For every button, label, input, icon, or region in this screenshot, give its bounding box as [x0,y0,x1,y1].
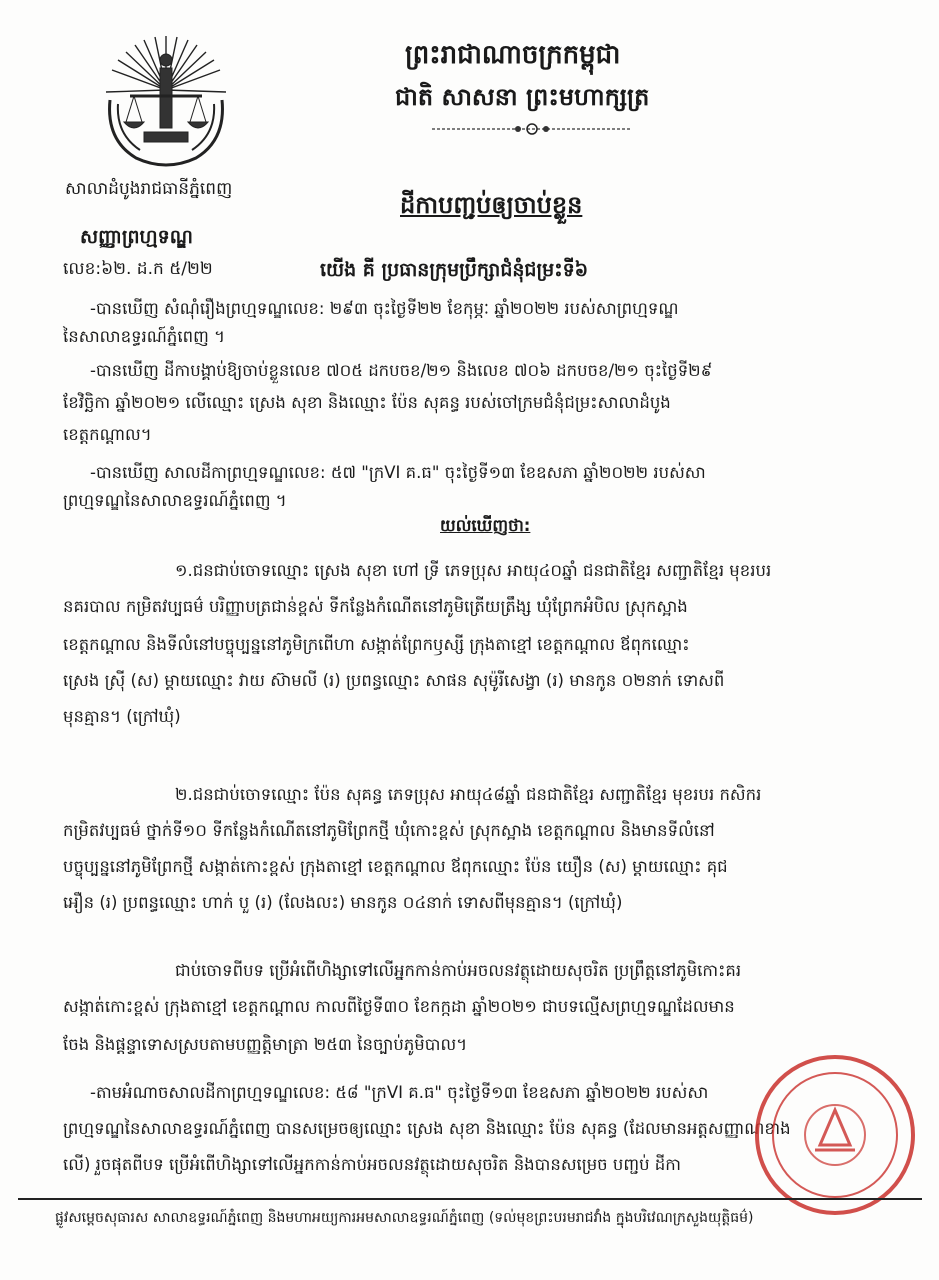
body-line: លើ) រួចផុតពីបទ ប្រើអំពើហិង្សាទៅលើអ្នកកាន់កាប់អចលនវត្ថុដោយសុចរិត និងបានសម្រេច បញ្ជប់ ដីកា [63,1155,681,1174]
body-line: ២.ជនជាប់ចោទឈ្មោះ ប៉ែន សុគន្ធ ភេទប្រុស អាយុ៤៨ឆ្នាំ ជនជាតិខ្មែរ សញ្ជាតិខ្មែរ មុខរបរ កសិករ [175,785,762,804]
reference-number: លេខ:៦២. ដ.ក ៥/២២ [63,259,213,279]
body-line: កម្រិតវប្បធម៌ ថ្នាក់ទី១០ ទីកន្លែងកំណើតនៅភូមិព្រែកថ្មី ឃុំកោះខ្ពស់ ស្រុកស្អាង ខេត្តកណ្ដាល និងមានទីលំនៅ [63,821,715,840]
body-line: ១.ជនជាប់ចោទឈ្មោះ ស្រេង សុខា ហៅ ទ្រី ភេទប្រុស អាយុ៤០ឆ្នាំ ជនជាតិខ្មែរ សញ្ជាតិខ្មែរ មុខរបរ [175,561,772,580]
body-line: ព្រហ្មទណ្ឌនៃសាលាឧទ្ធរណ៍ភ្នំពេញ ។ [63,491,287,510]
ornament-divider-icon [432,122,632,136]
body-line: -តាមអំណាចសាលដីកាព្រហ្មទណ្ឌលេខ: ៥៨ "ក្រVI គ.ធ" ចុះថ្ងៃទី១៣ ខែឧសភា ឆ្នាំ២០២២ របស់សា [90,1083,709,1102]
body-line: ស្រេង ស្រ៊ី (ស) ម្ដាយឈ្មោះ វាយ ស៊ាមលី (រ) ប្រពន្ធឈ្មោះ សាផន សុម៉ូរីសេង្វា (រ) មានកូន ០២នាក់ ទោសពី [63,671,725,690]
body-line: នៃសាលាឧទ្ធរណ៍ភ្នំពេញ ។ [63,327,225,346]
kingdom-title: ព្រះរាជាណាចក្រកម្ពុជា [405,40,621,70]
body-line: ជាប់ចោទពីបទ ប្រើអំពើហិង្សាទៅលើអ្នកកាន់កាប់អចលនវត្ថុដោយសុចរិត ប្រព្រឹត្តនៅភូមិកោះគរ [175,961,742,980]
issuer-line: យើង គី ប្រធានក្រុមប្រឹក្សាជំនុំជម្រះទី៦ [320,259,589,281]
body-line: ខេត្តកណ្ដាល។ [63,425,152,444]
body-line: ចែង និងផ្ដន្ទាទោសស្របតាមបញ្ញត្តិមាត្រា ២៥៣ នៃច្បាប់ភូមិបាល។ [63,1035,468,1054]
considered-heading: យល់ឃើញថា: [440,516,531,535]
body-line: -បានឃើញ សំណុំរឿងព្រហ្មទណ្ឌលេខ: ២៩៣ ចុះថ្ងៃទី២២ ខែកុម្ភៈ ឆ្នាំ២០២២ របស់សាព្រហ្មទណ្ឌ [90,299,679,318]
body-line: មុនគ្មាន។ (ក្រៅឃុំ) [63,707,181,726]
body-line: ខេត្តកណ្ដាល និងទីលំនៅបច្ចុប្បន្ននៅភូមិក្រពើហា សង្កាត់ព្រែកឫស្សី ក្រុងតាខ្មៅ ខេត្តកណ្ដាល ឪពុកឈ្មោះ [63,635,690,654]
body-line: -បានឃើញ សាលដីកាព្រហ្មទណ្ឌលេខ: ៥៧ "ក្រVI គ.ធ" ចុះថ្ងៃទី១៣ ខែឧសភា ឆ្នាំ២០២២ របស់សា [90,463,706,482]
body-line: អឿន (រ) ប្រពន្ធឈ្មោះ ហាក់ បួ (រ) (លែងលះ) មានកូន ០៤នាក់ ទោសពីមុនគ្មាន។ (ក្រៅឃុំ) [63,893,623,912]
nation-motto: ជាតិ សាសនា ព្រះមហាក្សត្រ [395,83,650,111]
footer-divider [18,1198,922,1200]
body-line: សង្កាត់កោះខ្ពស់ ក្រុងតាខ្មៅ ខេត្តកណ្ដាល កាលពីថ្ងៃទី៣០ ខែកក្កដា ឆ្នាំ២០២១ ជាបទល្មើសព្រហ្មទណ្ឌដែលមាន [63,997,735,1016]
court-name: សាលាដំបូងរាជធានីភ្នំពេញ [65,179,233,199]
body-line: ខែវិច្ឆិកា ឆ្នាំ២០២១ លើឈ្មោះ ស្រេង សុខា និងឈ្មោះ ប៉ែន សុគន្ធ របស់ចៅក្រមជំនុំជម្រះសាលាដំបូង [63,393,671,412]
court-emblem-icon [96,30,236,175]
official-seal-icon [740,1050,920,1220]
prosecutor-office: សញ្ញាព្រហ្មទណ្ឌ [80,226,193,248]
body-line: បច្ចុប្បន្ននៅភូមិព្រែកថ្មី សង្កាត់កោះខ្ពស់ ក្រុងតាខ្មៅ ខេត្តកណ្ដាល ឪពុកឈ្មោះ ប៉ែន យឿន (ស) ម្ដាយឈ្មោះ គុជ [63,857,728,876]
document-title: ដីកាបញ្ជប់ឲ្យចាប់ខ្លួន [400,191,583,219]
body-line: នគរបាល កម្រិតវប្បធម៌ បរិញ្ញាបត្រជាន់ខ្ពស់ ទីកន្លែងកំណើតនៅភូមិត្រើយត្រឹង្ស ឃុំព្រែកអំបិល ស្រុកស្អាង [63,597,688,616]
body-line: ព្រហ្មទណ្ឌនៃសាលាឧទ្ធរណ៍ភ្នំពេញ បានសម្រេចឲ្យឈ្មោះ ស្រេង សុខា និងឈ្មោះ ប៉ែន សុគន្ធ (ដែលមានអត្តសញ្ញាណខាង [63,1119,791,1138]
footer-address: ផ្លូវសម្ដេចសុធារស សាលាឧទ្ធរណ៍ភ្នំពេញ និងមហាអយ្យការអមសាលាឧទ្ធរណ៍ភ្នំពេញ (ទល់មុខព្រះបរមរាជវាំង ក្នុងបរិវេណក្រសួងយុត្តិធម៌) [55,1210,754,1226]
body-line: -បានឃើញ ដីកាបង្គាប់ឱ្យចាប់ខ្លួនលេខ ៧០៥ ដកបចខ/២១ និងលេខ ៧០៦ ដកបចខ/២១ ចុះថ្ងៃទី២៩ [90,361,713,380]
